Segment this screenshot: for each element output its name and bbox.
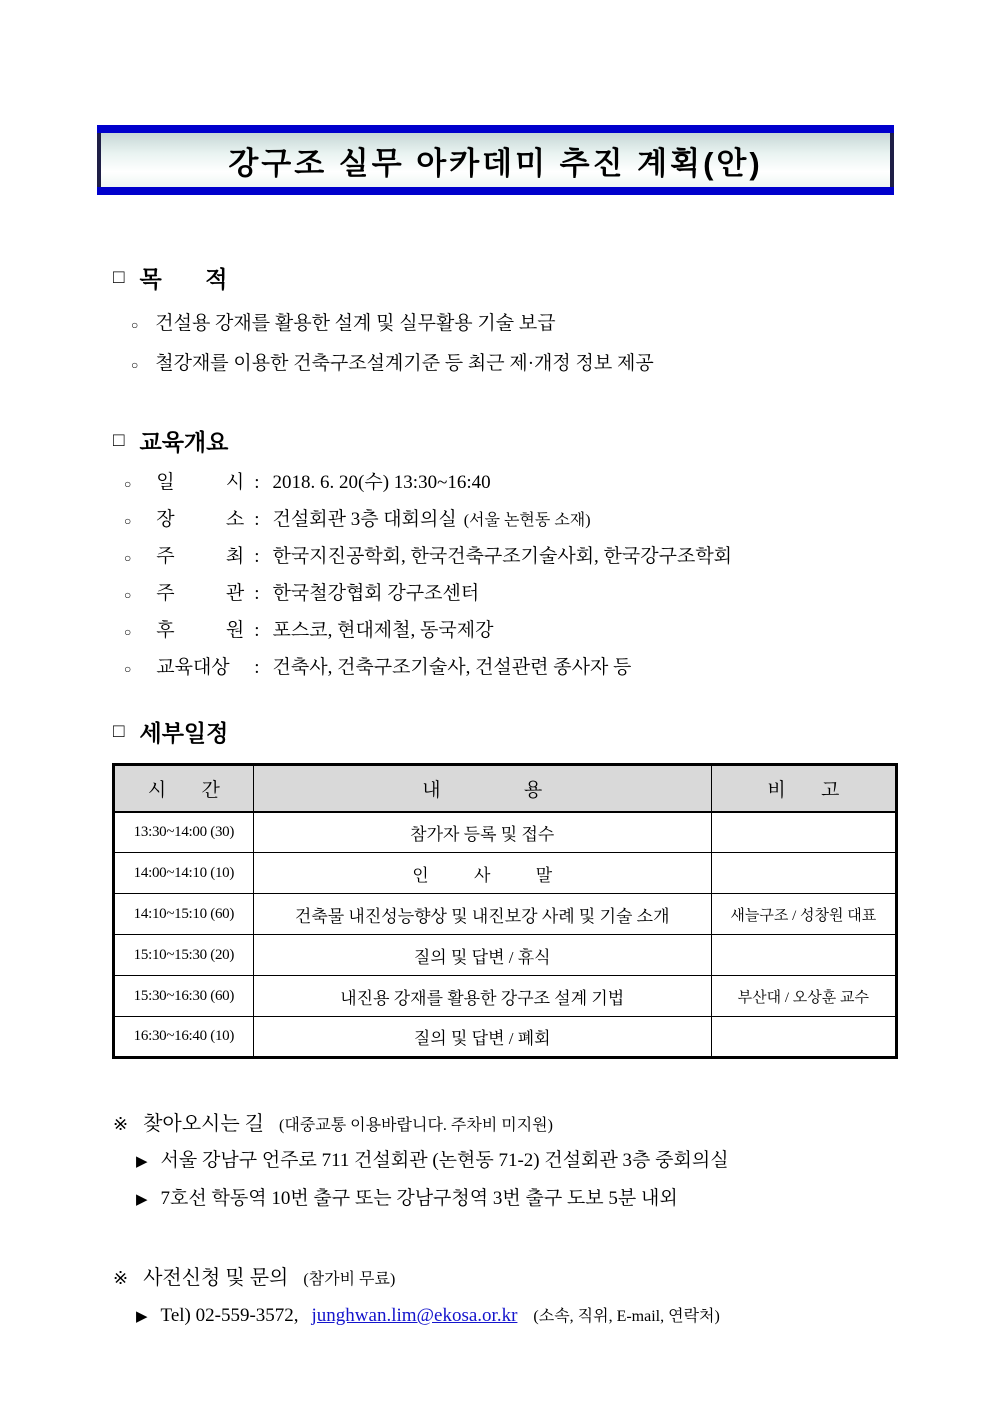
- reference-mark-icon: ※: [113, 1268, 129, 1288]
- circle-bullet-icon: ○: [131, 358, 139, 372]
- purpose-heading-label: 목 적: [139, 266, 228, 292]
- overview-label: 교육대상: [156, 657, 230, 678]
- cell-time: 14:10~15:10 (60): [114, 894, 254, 935]
- cell-time: 16:30~16:40 (10): [114, 1017, 254, 1058]
- contact-heading: [113, 1261, 992, 1290]
- overview-row-host: [124, 541, 992, 578]
- contact-tel-row: [136, 1303, 992, 1341]
- overview-colon: :: [254, 546, 260, 567]
- square-bullet-icon: □: [113, 266, 125, 288]
- reference-mark-icon: ※: [113, 1114, 129, 1134]
- banner-bar-bottom: [97, 187, 894, 195]
- table-row: [114, 812, 897, 853]
- overview-value: 포스코, 현대제철, 동국제강: [272, 620, 494, 641]
- overview-value: 건축사, 건축구조기술사, 건설관련 종사자 등: [272, 657, 632, 678]
- circle-bullet-icon: ○: [124, 551, 132, 565]
- overview-row-sponsor: [124, 615, 992, 652]
- overview-row-audience: [124, 652, 992, 689]
- overview-colon: :: [254, 583, 260, 604]
- cell-note: [711, 935, 896, 976]
- table-row: [114, 976, 897, 1017]
- circle-bullet-icon: ○: [131, 318, 139, 332]
- contact-heading-note: (참가비 무료): [303, 1271, 396, 1288]
- circle-bullet-icon: ○: [124, 662, 132, 676]
- overview-row-organizer: [124, 578, 992, 615]
- cell-time: 15:30~16:30 (60): [114, 976, 254, 1017]
- overview-colon: :: [254, 472, 260, 493]
- overview-label: 장 소: [156, 509, 245, 530]
- arrow-bullet-icon: ▶: [136, 1192, 148, 1208]
- overview-value: 한국지진공학회, 한국건축구조기술사회, 한국강구조학회: [272, 546, 733, 567]
- email-link[interactable]: junghwan.lim@ekosa.or.kr: [311, 1305, 518, 1326]
- header-content: 내 용: [253, 765, 711, 812]
- directions-heading: [113, 1107, 992, 1136]
- overview-label: 후 원: [156, 620, 245, 641]
- circle-bullet-icon: ○: [124, 625, 132, 639]
- purpose-item-text: 철강재를 이용한 건축구조설계기준 등 최근 제·개정 정보 제공: [155, 353, 654, 374]
- table-row: [114, 935, 897, 976]
- cell-note: [711, 1017, 896, 1058]
- arrow-bullet-icon: ▶: [136, 1154, 148, 1170]
- banner-panel: [97, 133, 894, 187]
- page-title: 강구조 실무 아카데미 추진 계획(안): [228, 145, 763, 181]
- cell-content: 인 사 말: [253, 853, 711, 894]
- schedule-heading-label: 세부일정: [139, 720, 229, 746]
- purpose-item-text: 건설용 강재를 활용한 설계 및 실무활용 기술 보급: [155, 313, 556, 334]
- cell-content: 건축물 내진성능향상 및 내진보강 사례 및 기술 소개: [253, 894, 711, 935]
- arrow-bullet-icon: ▶: [136, 1309, 148, 1325]
- directions-item: [136, 1145, 992, 1183]
- overview-label: 주 최: [156, 546, 245, 567]
- directions-item: [136, 1183, 992, 1221]
- overview-label: 주 관: [156, 583, 245, 604]
- contact-fields-note: (소속, 직위, E-mail, 연락처): [533, 1308, 720, 1325]
- header-time: 시 간: [114, 765, 254, 812]
- square-bullet-icon: □: [113, 429, 125, 451]
- schedule-table: [112, 763, 898, 1059]
- cell-time: 15:10~15:30 (20): [114, 935, 254, 976]
- cell-note: 부산대 / 오상훈 교수: [711, 976, 896, 1017]
- cell-note: [711, 812, 896, 853]
- overview-value: 건설회관 3층 대회의실: [272, 509, 457, 530]
- purpose-item: [131, 308, 992, 348]
- phone-number: Tel) 02-559-3572,: [160, 1305, 299, 1326]
- cell-note: 새늘구조 / 성창원 대표: [711, 894, 896, 935]
- directions-item-text: 서울 강남구 언주로 711 건설회관 (논현동 71-2) 건설회관 3층 중회의실: [160, 1150, 729, 1171]
- overview-value-note: (서울 논현동 소재): [463, 512, 591, 529]
- purpose-item: [131, 348, 992, 388]
- directions-heading-label: 찾아오시는 길: [143, 1113, 265, 1135]
- overview-row-venue: [124, 504, 992, 541]
- circle-bullet-icon: ○: [124, 514, 132, 528]
- overview-heading: [113, 424, 992, 457]
- cell-content: 질의 및 답변 / 휴식: [253, 935, 711, 976]
- overview-colon: :: [254, 509, 260, 530]
- square-bullet-icon: □: [113, 720, 125, 742]
- cell-time: 13:30~14:00 (30): [114, 812, 254, 853]
- title-banner: [97, 125, 894, 195]
- overview-value: 한국철강협회 강구조센터: [272, 583, 480, 604]
- contact-heading-label: 사전신청 및 문의: [143, 1267, 289, 1289]
- directions-heading-note: (대중교통 이용바랍니다. 주차비 미지원): [279, 1117, 553, 1134]
- cell-note: [711, 853, 896, 894]
- cell-time: 14:00~14:10 (10): [114, 853, 254, 894]
- directions-list: [0, 1145, 992, 1221]
- cell-content: 내진용 강재를 활용한 강구조 설계 기법: [253, 976, 711, 1017]
- cell-content: 참가자 등록 및 접수: [253, 812, 711, 853]
- table-header-row: [114, 765, 897, 812]
- overview-colon: :: [254, 620, 260, 641]
- overview-row-datetime: [124, 467, 992, 504]
- header-note: 비 고: [711, 765, 896, 812]
- cell-content: 질의 및 답변 / 폐회: [253, 1017, 711, 1058]
- circle-bullet-icon: ○: [124, 588, 132, 602]
- overview-label: 일 시: [156, 472, 245, 493]
- banner-bar-top: [97, 125, 894, 133]
- table-row: [114, 853, 897, 894]
- table-row: [114, 1017, 897, 1058]
- overview-heading-label: 교육개요: [139, 429, 229, 455]
- purpose-heading: [113, 261, 992, 294]
- table-row: [114, 894, 897, 935]
- circle-bullet-icon: ○: [124, 477, 132, 491]
- overview-colon: :: [254, 657, 260, 678]
- overview-list: [0, 467, 992, 689]
- overview-value: 2018. 6. 20(수) 13:30~16:40: [272, 472, 491, 493]
- directions-item-text: 7호선 학동역 10번 출구 또는 강남구청역 3번 출구 도보 5분 내외: [160, 1188, 678, 1209]
- schedule-heading: [113, 715, 992, 748]
